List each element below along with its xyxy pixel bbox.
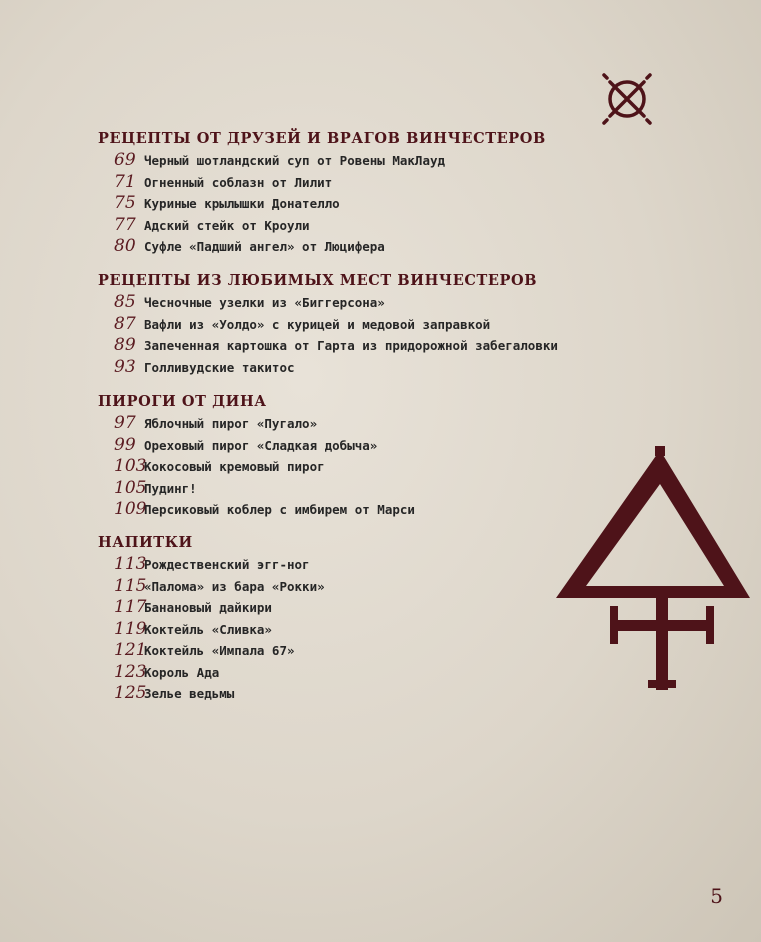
entry-title: Ореховый пирог «Сладкая добыча» <box>144 437 378 453</box>
entry-page: 93 <box>114 356 136 377</box>
entry-page: 87 <box>114 313 136 334</box>
entry-title: Чесночные узелки из «Биггерсона» <box>144 295 385 310</box>
entry-title: Суфле «Падший ангел» от Люцифера <box>144 239 385 254</box>
entry-title: Банановый дайкири <box>144 600 272 615</box>
section-title: НАПИТКИ <box>98 534 193 551</box>
toc-entry[interactable] <box>98 172 718 194</box>
section-favorite-places <box>98 270 718 378</box>
entry-page: 125 <box>114 683 147 703</box>
entry-page: 77 <box>114 214 136 235</box>
section-friends-enemies <box>98 128 718 258</box>
entry-title: Вафли из «Уолдо» с курицей и медовой заправкой <box>144 316 491 332</box>
entry-title: «Палома» из бара «Рокки» <box>144 578 325 594</box>
entry-title: Яблочный пирог «Пугало» <box>144 416 318 431</box>
entry-page: 99 <box>114 434 136 455</box>
toc-entry[interactable] <box>98 314 718 336</box>
entry-page: 105 <box>114 477 147 498</box>
entry-page: 123 <box>114 661 147 682</box>
toc-entry[interactable] <box>98 413 718 435</box>
entry-title: Кокосовый кремовый пирог <box>144 459 325 474</box>
toc-entry[interactable] <box>98 193 718 215</box>
entry-page: 119 <box>114 618 147 639</box>
section-title: ПИРОГИ ОТ ДИНА <box>98 393 267 410</box>
entry-page: 115 <box>114 575 147 596</box>
entry-page: 85 <box>114 292 136 312</box>
entry-title: Персиковый коблер с имбирем от Марси <box>144 502 415 517</box>
entry-title: Голливудские такитос <box>144 359 295 375</box>
entry-title: Коктейль «Импала 67» <box>144 643 295 658</box>
toc-entry[interactable] <box>98 150 718 172</box>
toc-entry[interactable] <box>98 357 718 379</box>
toc-entry[interactable] <box>98 215 718 237</box>
entry-page: 89 <box>114 335 136 355</box>
entry-title: Куриные крылышки Донателло <box>144 196 340 211</box>
entry-title: Огненный соблазн от Лилит <box>144 174 333 190</box>
toc-entry[interactable] <box>98 335 718 357</box>
entry-title: Рождественский эгг-ног <box>144 557 310 572</box>
entry-page: 117 <box>114 597 147 617</box>
section-title: РЕЦЕПТЫ ОТ ДРУЗЕЙ И ВРАГОВ ВИНЧЕСТЕРОВ <box>98 130 546 147</box>
crossed-circle-sigil-icon <box>596 70 658 128</box>
entry-title: Адский стейк от Кроули <box>144 217 310 233</box>
entry-page: 103 <box>114 456 147 476</box>
entry-page: 121 <box>114 640 147 660</box>
entry-page: 113 <box>114 554 147 574</box>
entry-page: 75 <box>114 193 136 213</box>
section-title: РЕЦЕПТЫ ИЗ ЛЮБИМЫХ МЕСТ ВИНЧЕСТЕРОВ <box>98 272 538 289</box>
entry-page: 80 <box>114 236 136 256</box>
toc-entry[interactable] <box>98 292 718 314</box>
entry-title: Запеченная картошка от Гарта из придорожной забегаловки <box>144 338 558 353</box>
entry-title: Пудинг! <box>144 480 197 496</box>
entry-page: 71 <box>114 171 136 192</box>
page-number: 5 <box>710 884 723 908</box>
entry-title: Зелье ведьмы <box>144 686 235 701</box>
entry-title: Коктейль «Сливка» <box>144 621 272 637</box>
entry-title: Король Ада <box>144 664 220 680</box>
triangle-cross-sigil-icon <box>552 446 752 690</box>
entry-title: Черный шотландский суп от Ровены МакЛауд <box>144 153 446 168</box>
entry-page: 97 <box>114 413 136 433</box>
entry-page: 69 <box>114 150 136 170</box>
toc-entry[interactable] <box>98 236 718 258</box>
entry-page: 109 <box>114 499 147 519</box>
